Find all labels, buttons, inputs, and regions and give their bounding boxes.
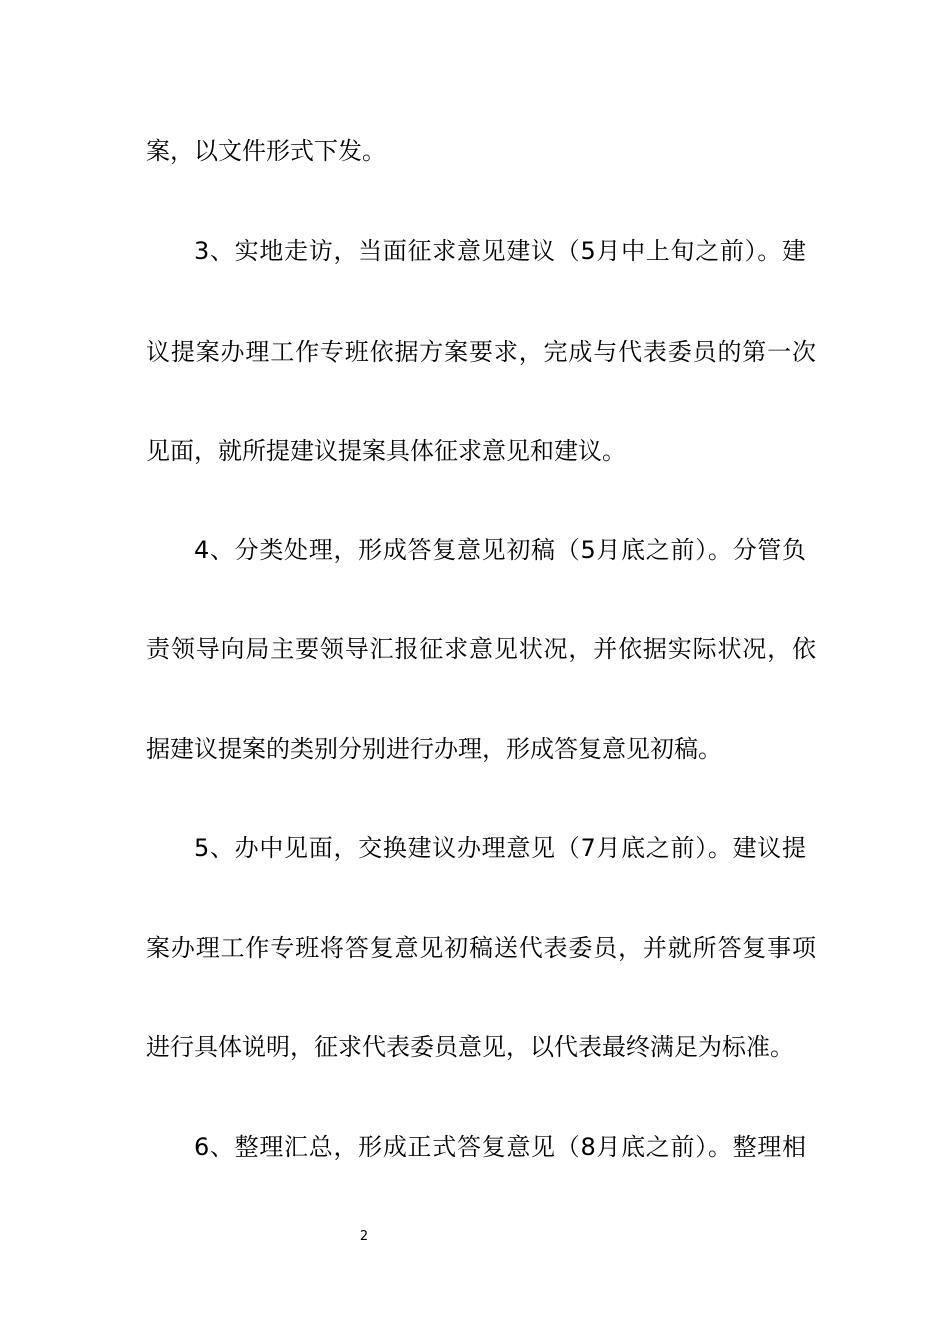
text-line-7: 据建议提案的类别分别进行办理，形成答复意见初稿。 [146,735,722,763]
text-line-3: 议提案办理工作专班依据方案要求，完成与代表委员的第一次 [146,338,816,366]
text-line-6: 责领导向局主要领导汇报征求意见状况，并依据实际状况，依 [146,635,816,663]
text-line-4: 见面，就所提建议提案具体征求意见和建议。 [146,437,626,465]
page-number: 2 [359,1229,369,1244]
text-line-5: 4、分类处理，形成答复意见初稿（5月底之前）。分管负 [194,536,806,564]
text-line-9: 案办理工作专班将答复意见初稿送代表委员，并就所答复事项 [146,934,816,962]
text-line-10: 进行具体说明，征求代表委员意见，以代表最终满足为标准。 [146,1033,794,1061]
text-line-2: 3、实地走访，当面征求意见建议（5月中上旬之前）。建 [194,237,806,265]
text-line-11: 6、整理汇总，形成正式答复意见（8月底之前）。整理相 [194,1133,806,1161]
text-line-8: 5、办中见面，交换建议办理意见（7月底之前）。建议提 [194,834,806,862]
text-line-1: 案，以文件形式下发。 [146,137,386,165]
